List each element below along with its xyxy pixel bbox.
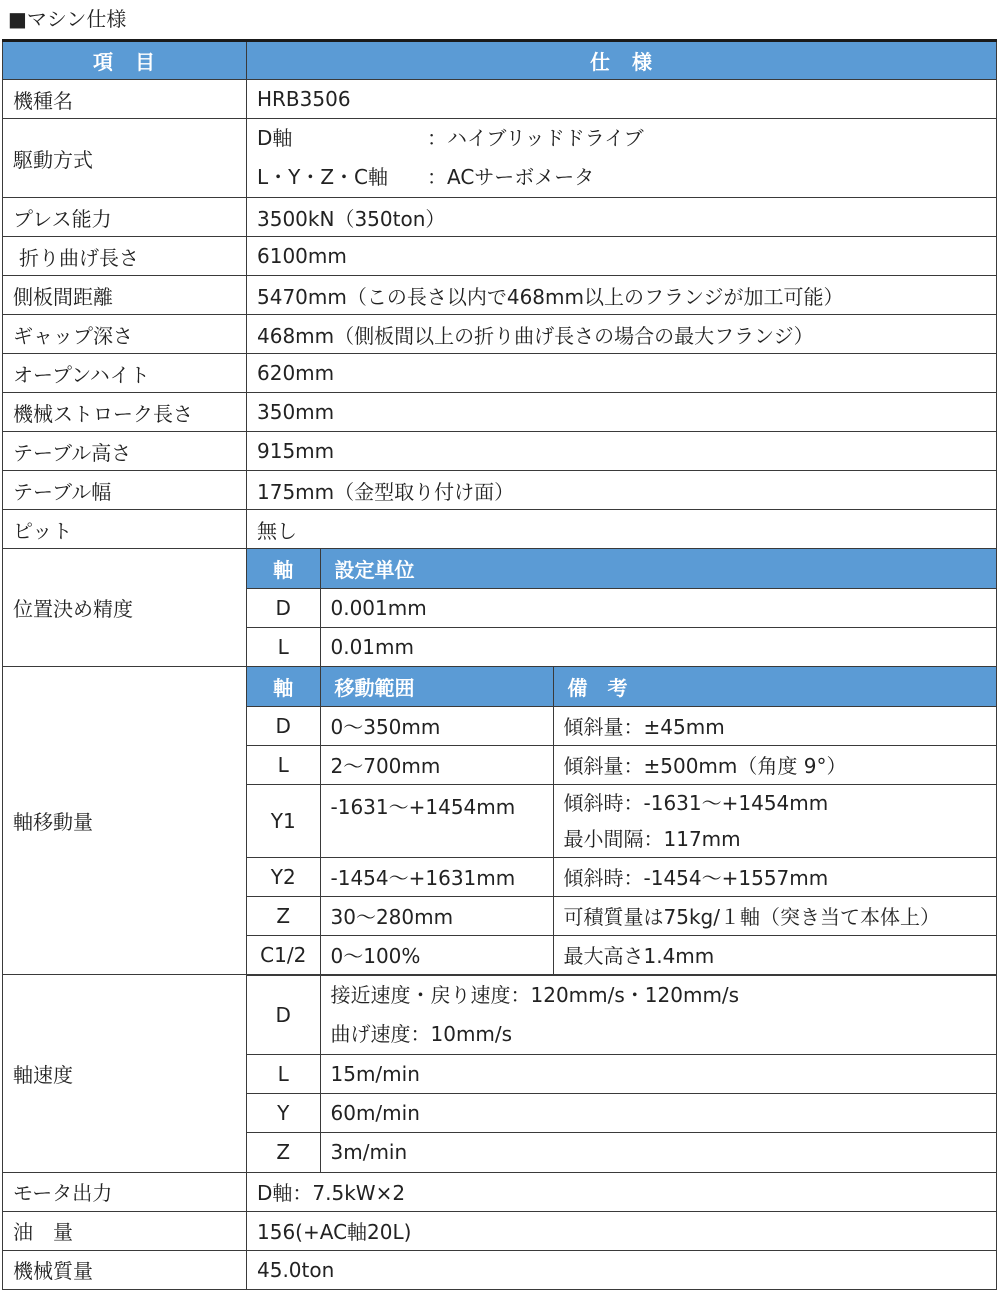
row-value: 45.0ton [247, 1250, 997, 1289]
drive-value-1: ：ハイブリッドドライブ [427, 126, 644, 150]
movement-axis: L [247, 745, 320, 784]
row-value: 156(+AC軸20L) [247, 1211, 997, 1250]
row-value-drive [247, 119, 997, 198]
row-label: オープンハイト [3, 354, 247, 393]
row-label: テーブル幅 [3, 471, 247, 510]
movement-note: 傾斜時：-1454～+1557mm [553, 857, 996, 896]
positioning-head-unit: 設定単位 [320, 549, 996, 588]
positioning-unit: 0.001mm [320, 588, 996, 627]
drive-line-2 [257, 158, 996, 197]
drive-line-1 [257, 119, 996, 158]
drive-axis-1: D軸 [257, 126, 293, 150]
movement-head-note: 備 考 [553, 667, 996, 706]
row-value: 350mm [247, 393, 997, 432]
speed-cell [247, 975, 997, 1173]
movement-note-multi [553, 784, 996, 857]
movement-axis: D [247, 706, 320, 745]
movement-subtable [247, 667, 996, 974]
movement-range: 0～100% [320, 935, 553, 974]
movement-range: 30～280mm [320, 896, 553, 935]
speed-axis: Y [247, 1094, 320, 1133]
header-item: 項 目 [3, 41, 247, 80]
row-label: 機械ストローク長さ [3, 393, 247, 432]
row-label: モータ出力 [3, 1172, 247, 1211]
machine-spec-table [2, 39, 997, 1290]
row-value: 無し [247, 510, 997, 549]
movement-axis: Z [247, 896, 320, 935]
row-value: 5470mm（この長さ以内で468mm以上のフランジが加工可能） [247, 276, 997, 315]
row-value: 175mm（金型取り付け面） [247, 471, 997, 510]
movement-range: -1454～+1631mm [320, 857, 553, 896]
row-label: 駆動方式 [3, 119, 247, 198]
positioning-axis: D [247, 588, 320, 627]
speed-label: 軸速度 [3, 975, 247, 1173]
positioning-axis: L [247, 627, 320, 666]
movement-axis: C1/2 [247, 935, 320, 974]
row-value: 468mm（側板間以上の折り曲げ長さの場合の最大フランジ） [247, 315, 997, 354]
row-label: ピット [3, 510, 247, 549]
row-value: 620mm [247, 354, 997, 393]
speed-subtable [247, 975, 996, 1172]
movement-note: 傾斜量：±500mm（角度 9°） [553, 745, 996, 784]
movement-range: 0～350mm [320, 706, 553, 745]
table-caption: ■マシン仕様 [8, 7, 127, 31]
movement-label: 軸移動量 [3, 667, 247, 975]
speed-axis: D [247, 976, 320, 1055]
row-label: 折り曲げ長さ [3, 237, 247, 276]
row-value: 3500kN（350ton） [247, 198, 997, 237]
movement-cell [247, 667, 997, 975]
movement-note: 傾斜量：±45mm [553, 706, 996, 745]
movement-note: 最大高さ1.4mm [553, 935, 996, 974]
positioning-subtable [247, 549, 996, 666]
positioning-head-axis: 軸 [247, 549, 320, 588]
positioning-cell [247, 549, 997, 667]
speed-axis: Z [247, 1133, 320, 1172]
row-value: D軸：7.5kW×2 [247, 1172, 997, 1211]
speed-axis: L [247, 1055, 320, 1094]
movement-axis: Y1 [247, 784, 320, 857]
speed-value-line: 接近速度・戻り速度：120mm/s・120mm/s [330, 983, 740, 1007]
speed-value: 60m/min [320, 1094, 996, 1133]
row-label: 機械質量 [3, 1250, 247, 1289]
row-label: 側板間距離 [3, 276, 247, 315]
row-label: プレス能力 [3, 198, 247, 237]
speed-value-line: 曲げ速度：10mm/s [330, 1022, 513, 1046]
movement-note-line: 最小間隔：117mm [563, 826, 741, 851]
positioning-label: 位置決め精度 [3, 549, 247, 667]
speed-value-multi [320, 976, 996, 1055]
drive-value-2: ：ACサーボメータ [427, 165, 595, 189]
movement-range: -1631～+1454mm [320, 784, 553, 857]
movement-note-line: 傾斜時：-1631～+1454mm [563, 790, 829, 815]
row-label: ギャップ深さ [3, 315, 247, 354]
header-spec: 仕 様 [247, 41, 997, 80]
movement-head-range: 移動範囲 [320, 667, 553, 706]
row-value: 915mm [247, 432, 997, 471]
movement-axis: Y2 [247, 857, 320, 896]
row-value: 6100mm [247, 237, 997, 276]
row-label: テーブル高さ [3, 432, 247, 471]
speed-value: 15m/min [320, 1055, 996, 1094]
row-label: 油 量 [3, 1211, 247, 1250]
row-label: 機種名 [3, 80, 247, 119]
movement-head-axis: 軸 [247, 667, 320, 706]
speed-value: 3m/min [320, 1133, 996, 1172]
drive-axis-2: L・Y・Z・C軸 [257, 165, 389, 189]
movement-note: 可積質量は75kg/１軸（突き当て本体上） [553, 896, 996, 935]
positioning-unit: 0.01mm [320, 627, 996, 666]
movement-range: 2～700mm [320, 745, 553, 784]
row-value: HRB3506 [247, 80, 997, 119]
